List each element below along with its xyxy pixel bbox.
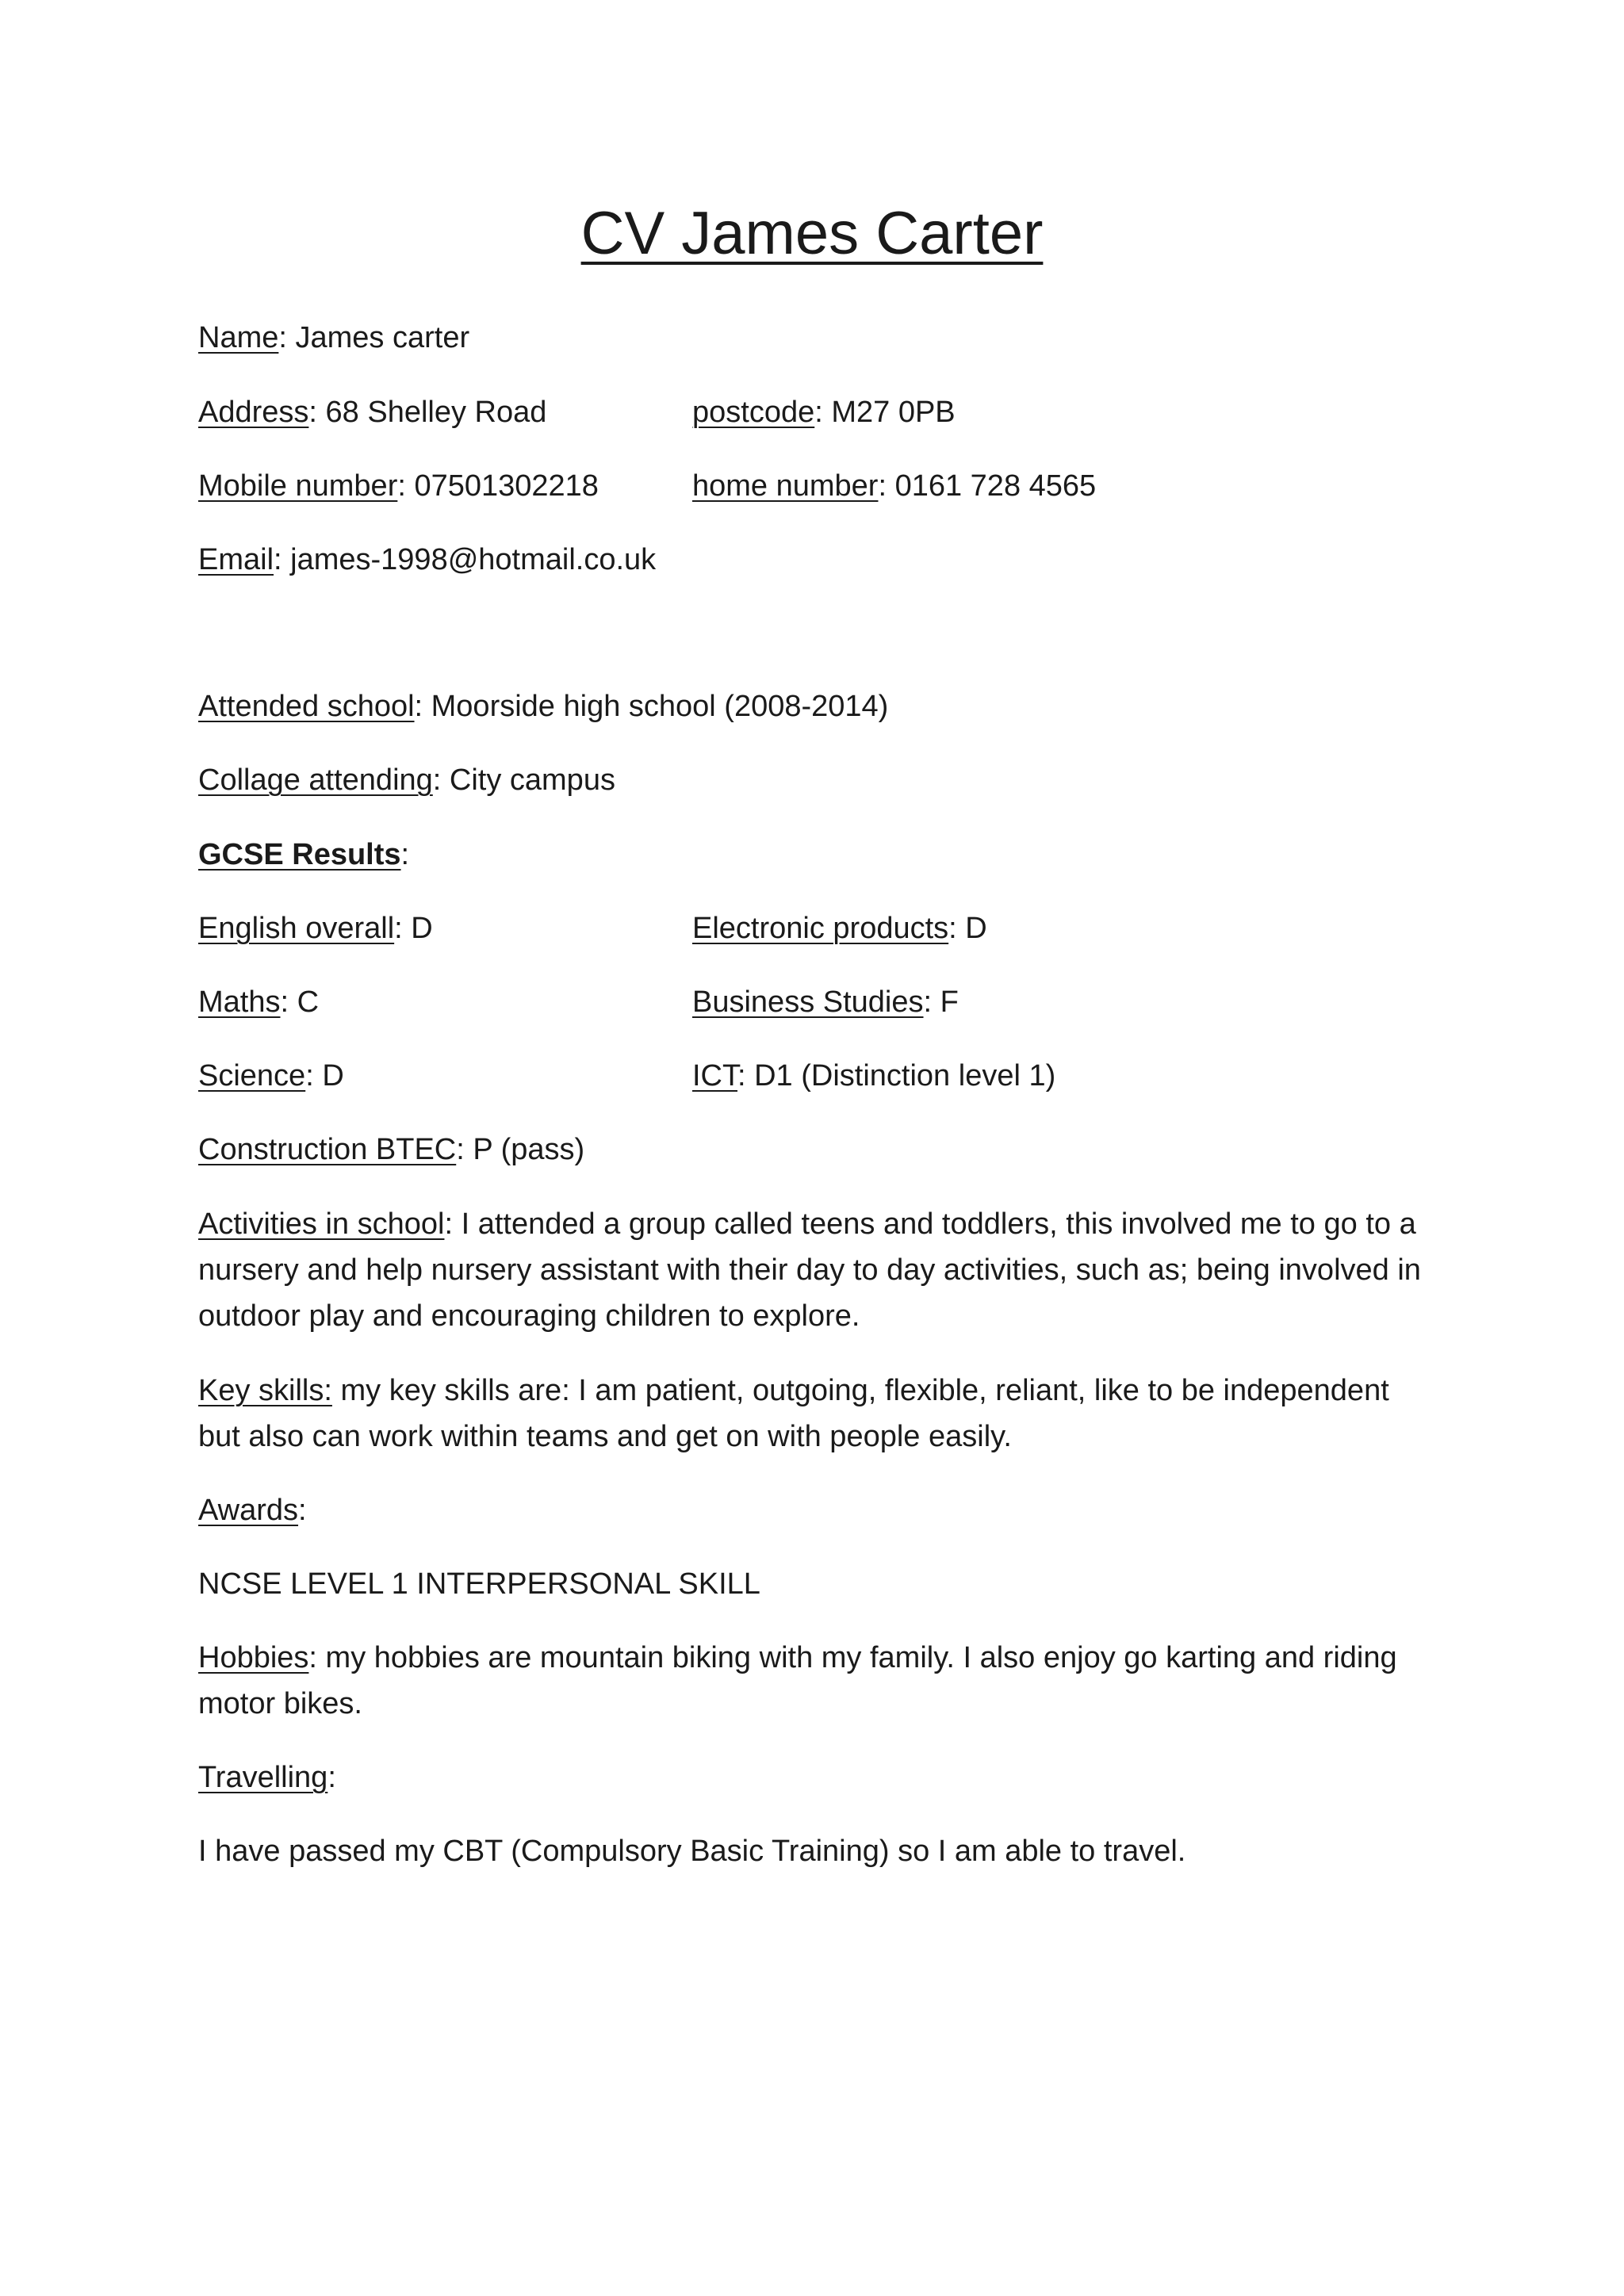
science-label: Science [198, 1059, 306, 1093]
activities-label: Activities in school [198, 1207, 445, 1241]
construction-label: Construction BTEC [198, 1133, 457, 1166]
school-label: Attended school [198, 690, 415, 723]
gcse-heading-row [198, 832, 409, 877]
email-label: Email [198, 543, 274, 576]
electronic-label: Electronic products [692, 912, 949, 945]
construction-row [198, 1127, 584, 1172]
gcse-heading-suffix: : [400, 838, 410, 871]
gcse-heading: GCSE Results [198, 838, 401, 871]
postcode-label: postcode [692, 396, 815, 429]
maths-value: : C [280, 985, 320, 1019]
activities-paragraph [198, 1201, 1435, 1339]
activities-text: : I attended a group called teens and toddlers, this involved me to go to a nursery and help nursery assistant with their day to day activities, such as; being involved in outdoor play and encouraging children to explore. [198, 1207, 1421, 1333]
postcode-row [692, 390, 956, 434]
mobile-value: : 07501302218 [397, 469, 599, 503]
college-value: : City campus [432, 763, 615, 797]
address-row [198, 390, 546, 434]
awards-row [198, 1488, 307, 1533]
science-value: : D [305, 1059, 344, 1093]
ict-value: : D1 (Distinction level 1) [737, 1059, 1056, 1093]
address-label: Address [198, 396, 309, 429]
awards-suffix: : [298, 1494, 307, 1527]
address-value: : 68 Shelley Road [308, 396, 547, 429]
ict-row [692, 1054, 1055, 1098]
english-row [198, 906, 433, 951]
home-number-label: home number [692, 469, 879, 503]
hobbies-text: : my hobbies are mountain biking with my family. I also enjoy go karting and riding motor bikes. [198, 1641, 1397, 1720]
hobbies-paragraph [198, 1635, 1435, 1727]
travelling-text: I have passed my CBT (Compulsory Basic Training) so I am able to travel. [198, 1835, 1186, 1868]
science-row [198, 1054, 344, 1098]
postcode-value: : M27 0PB [814, 396, 956, 429]
travelling-row [198, 1755, 336, 1800]
maths-label: Maths [198, 985, 281, 1019]
school-value: : Moorside high school (2008-2014) [414, 690, 889, 723]
business-value: : F [923, 985, 959, 1019]
name-value: : James carter [278, 321, 470, 354]
ict-label: ICT [692, 1059, 737, 1093]
electronic-value: : D [948, 912, 987, 945]
travelling-label: Travelling [198, 1761, 328, 1794]
name-row [198, 316, 469, 360]
english-label: English overall [198, 912, 395, 945]
hobbies-label: Hobbies [198, 1641, 309, 1674]
mobile-label: Mobile number [198, 469, 398, 503]
mobile-row [198, 464, 599, 508]
email-value: : james-1998@hotmail.co.uk [274, 543, 657, 576]
school-row [198, 684, 888, 729]
travelling-text-row [198, 1829, 1185, 1873]
college-row [198, 758, 615, 802]
page-title: CV James Carter [580, 200, 1044, 267]
construction-value: : P (pass) [456, 1133, 585, 1166]
business-label: Business Studies [692, 985, 924, 1019]
electronic-row [692, 906, 987, 951]
email-row [198, 538, 656, 582]
home-number-value: : 0161 728 4565 [878, 469, 1097, 503]
skills-text: my key skills are: I am patient, outgoing, flexible, reliant, like to be independent but also can work within teams and get on with people easily. [198, 1374, 1389, 1453]
skills-paragraph [198, 1368, 1435, 1460]
awards-label: Awards [198, 1494, 299, 1527]
award-item-text: NCSE LEVEL 1 INTERPERSONAL SKILL [198, 1567, 760, 1601]
home-number-row [692, 464, 1096, 508]
maths-row [198, 980, 319, 1024]
english-value: : D [394, 912, 433, 945]
travelling-suffix: : [327, 1761, 336, 1794]
name-label: Name [198, 321, 279, 354]
award-item [198, 1562, 760, 1606]
college-label: Collage attending [198, 763, 433, 797]
skills-label: Key skills: [198, 1374, 332, 1407]
business-row [692, 980, 959, 1024]
